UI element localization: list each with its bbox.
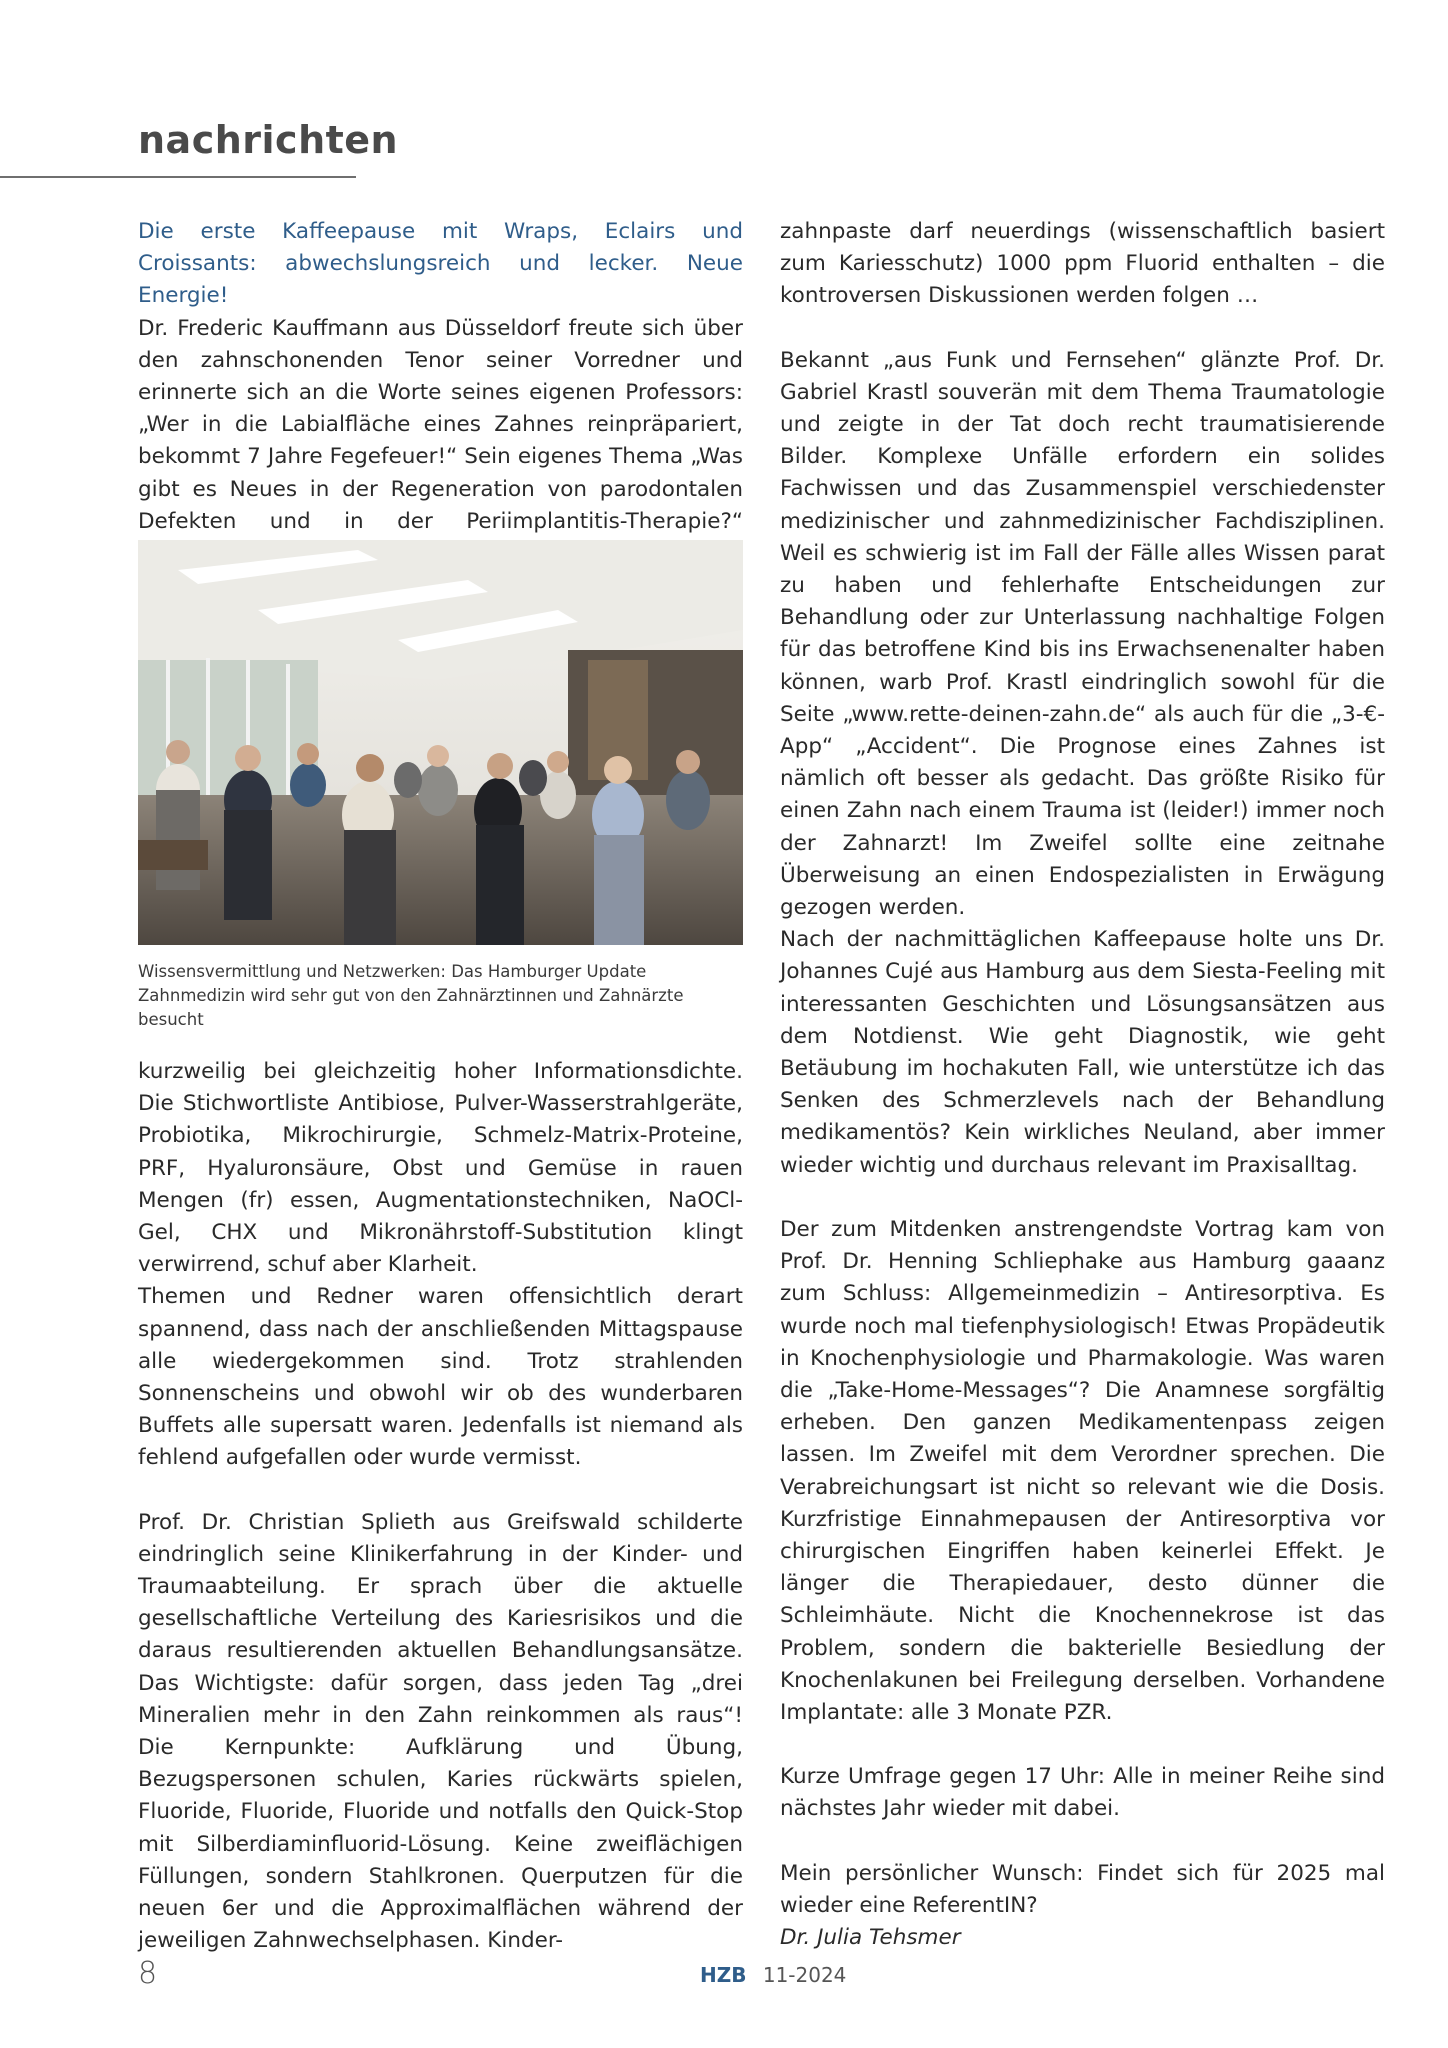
author-signature: Dr. Julia Tehsmer [780,1924,961,1950]
page-number: 8 [138,1956,158,1991]
left-column [138,216,743,570]
photo-caption: Wissensvermittlung und Netzwerken: Das Hamburger Update Zahnmedizin wird sehr gut von den Zahnärztinnen und Zahnärzte besucht [138,962,684,1029]
article-paragraph: Kurze Umfrage gegen 17 Uhr: Alle in meiner Reihe sind nächstes Jahr wieder mit dabei. [780,1764,1385,1822]
magazine-footer [700,1963,846,1987]
article-paragraph: zahnpaste darf neuerdings (wissenschaftlich basiert zum Kariesschutz) 1000 ppm Fluorid enthalten – die kontroversen Diskussionen werden folgen … [780,219,1385,309]
section-title: nachrichten [138,118,399,162]
article-paragraph: Prof. Dr. Christian Splieth aus Greifswald schilderte eindringlich seine Klinikerfahrung in der Kinder- und Traumaabteilung. Er sprach über die aktuelle gesellschaftliche Verteilung des Kariesrisikos und die daraus resultierenden aktuellen Behandlungsansätze. Das Wichtigste: dafür sorgen, dass jeden Tag „drei Mineralien mehr in den Zahn reinkommen als raus“! Die Kernpunkte: Aufklärung und Übung, Bezugspersonen schulen, Karies rückwärts spielen, Fluoride, Fluoride, Fluoride und notfalls den Quick-Stop mit Silberdiaminfluorid-Lösung. Keine zweiflächigen Füllungen, sondern Stahlkronen. Querputzen für die neuen 6er und die Approximalflächen während der jeweiligen Zahnwechselphasen. Kinder- [138,1509,743,1954]
right-column [780,216,1385,1954]
left-column-continued [138,1056,743,1957]
article-paragraph: kurzweilig bei gleichzeitig hoher Informationsdichte. Die Stichwortliste Antibiose, Pulver-Wasserstrahlgeräte, Probiotika, Mikrochirurgie, Schmelz-Matrix-Proteine, PRF, Hyaluronsäure, Obst und Gemüse in rauen Mengen (fr) essen, Augmentationstechniken, NaOCl-Gel, CHX und Mikronährstoff-Substitution klingt verwirrend, schuf aber Klarheit. [138,1059,743,1278]
magazine-brand: HZB [700,1963,747,1987]
article-paragraph: Dr. Frederic Kauffmann aus Düsseldorf freute sich über den zahnschonenden Tenor seiner Vorredner und erinnerte sich an die Worte seines eigenen Professors: „Wer in die Labialfläche eines Zahnes reinpräpariert, bekommt 7 Jahre Fegefeuer!“ Sein eigenes Thema „Was gibt es Neues in der Regeneration von parodontalen Defekten und in der Periimplantitis-Therapie?“ [138,315,743,534]
article-paragraph: Der zum Mitdenken anstrengendste Vortrag kam von Prof. Dr. Henning Schliephake aus Hamburg gaaanz zum Schluss: Allgemeinmedizin – Antiresorptiva. Es wurde noch mal tiefenphysiologisch! Etwas Propädeutik in Knochenphysiologie und Pharmakologie. Was waren die „Take-Home-Messages“? Die Anamnese sorgfältig erheben. Den ganzen Medikamentenpass zeigen lassen. Im Zweifel mit dem Verordner sprechen. Die Verabreichungsart ist nicht so relevant wie die Dosis. Kurzfristige Einnahmepausen der Antiresorptiva vor chirurgischen Eingriffen haben keinerlei Effekt. Je länger die Therapiedauer, desto dünner die Schleimhäute. Nicht die Knochennekrose ist das Problem, sondern die bakterielle Besiedlung der Knochenlakunen bei Freilegung derselben. Vorhandene Implantate: alle 3 Monate PZR. [780,1216,1385,1725]
issue-label: 11-2024 [762,1963,847,1987]
article-paragraph: Bekannt „aus Funk und Fernsehen“ glänzte Prof. Dr. Gabriel Krastl souverän mit dem Thema Traumatologie und zeigte in der Tat doch recht traumatisierende Bilder. Komplexe Unfälle erfordern ein solides Fachwissen und das Zusammenspiel verschiedenster medizinischer und zahnmedizinischer Fachdisziplinen. Weil es schwierig ist im Fall der Fälle alles Wissen parat zu haben und fehlerhafte Entscheidungen zur Behandlung oder zur Unterlassung nachhaltige Folgen für das betroffene Kind bis ins Erwachsenenalter haben können, warb Prof. Krastl eindringlich sowohl für die Seite „www.rette-deinen-zahn.de“ als auch für die „3-€-App“ „Accident“. Die Prognose eines Zahnes ist nämlich oft besser als gedacht. Das größte Risiko für einen Zahn nach einem Trauma ist (leider!) immer noch der Zahnarzt! Im Zweifel sollte eine zeitnahe Überweisung an einen Endospezialisten in Erwägung gezogen werden. [780,347,1385,921]
article-paragraph: Themen und Redner waren offensichtlich derart spannend, dass nach der anschließenden Mittagspause alle wiedergekommen sind. Trotz strahlenden Sonnenscheins und obwohl wir ob des wunderbaren Buffets alle supersatt waren. Jedenfalls ist niemand als fehlend aufgefallen oder wurde vermisst. [138,1284,743,1471]
lead-paragraph: Die erste Kaffeepause mit Wraps, Eclairs und Croissants: abwechslungsreich und lecker. Neue Energie! [138,219,743,309]
article-paragraph: Mein persönlicher Wunsch: Findet sich für 2025 mal wieder eine ReferentIN? [780,1860,1385,1918]
article-paragraph: Nach der nachmittäglichen Kaffeepause holte uns Dr. Johannes Cujé aus Hamburg aus dem Siesta-Feeling mit interessanten Geschichten und Lösungsansätzen aus dem Notdienst. Wie geht Diagnostik, wie geht Betäubung im hochakuten Fall, wie unterstütze ich das Senken des Schmerzlevels nach der Behandlung medikamentös? Kein wirkliches Neuland, aber immer wieder wichtig und durchaus relevant im Praxisalltag. [780,927,1385,1178]
event-photo [138,540,743,945]
title-divider [0,176,356,178]
